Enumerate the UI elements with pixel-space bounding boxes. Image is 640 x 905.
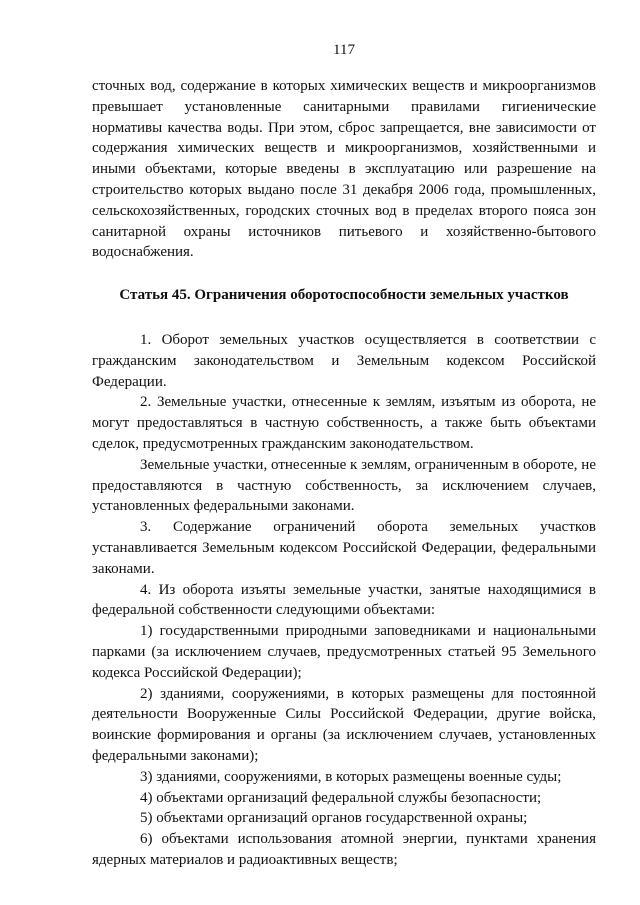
continuation-paragraph: сточных вод, содержание в которых химических веществ и микроорганизмов превышает установленные санитарными правилами гигиенические нормативы качества воды. При этом, сброс запрещается, вне зависимости от содержания химических веществ и микроорганизмов, хозяйственными и иными объектами, которые введены в эксплуатацию или разрешение на строительство которых выдано после 31 декабря 2006 года, промышленных, сельскохозяйственных, городских сточных вод в пределах второго пояса зон санитарной охраны источников питьевого и хозяйственно-бытового водоснабжения. [92,78,596,261]
page-number: 117 [333,42,355,58]
paragraph-1: 1. Оборот земельных участков осуществляется в соответствии с гражданским законодательством и Земельным кодексом Российской Федерации. [92,331,596,390]
paragraph-4: 4. Из оборота изъяты земельные участки, занятые находящимися в федеральной собственности следующими объектами: [92,581,596,619]
article-heading: Статья 45. Ограничения оборотоспособности земельных участков [119,287,569,304]
paragraph-2-continued: Земельные участки, отнесенные к землям, ограниченным в обороте, не предоставляются в частную собственность, за исключением случаев, установленных федеральными законами. [92,456,596,515]
paragraph-2: 2. Земельные участки, отнесенные к землям, изъятым из оборота, не могут предоставляться в частную собственность, а также быть объектами сделок, предусмотренных гражданским законодательством. [92,394,596,452]
list-item-6: 6) объектами использования атомной энергии, пунктами хранения ядерных материалов и радиоактивных веществ; [92,831,596,868]
list-item-5: 5) объектами организаций органов государственной охраны; [140,810,528,827]
list-item-4: 4) объектами организаций федеральной службы безопасности; [140,789,542,806]
list-item-2: 2) зданиями, сооружениями, в которых размещены для постоянной деятельности Вооруженные Силы Российской Федерации, другие войска, воинские формирования и органы (за исключением случаев, установленных федеральными законами); [92,685,596,764]
list-item-1: 1) государственными природными заповедниками и национальными парками (за исключением случаев, предусмотренных статьей 95 Земельного кодекса Российской Федерации); [92,623,596,681]
list-item-3: 3) зданиями, сооружениями, в которых размещены военные суды; [140,768,562,785]
paragraph-3: 3. Содержание ограничений оборота земельных участков устанавливается Земельным кодексом Российской Федерации, федеральными законами. [92,519,596,577]
